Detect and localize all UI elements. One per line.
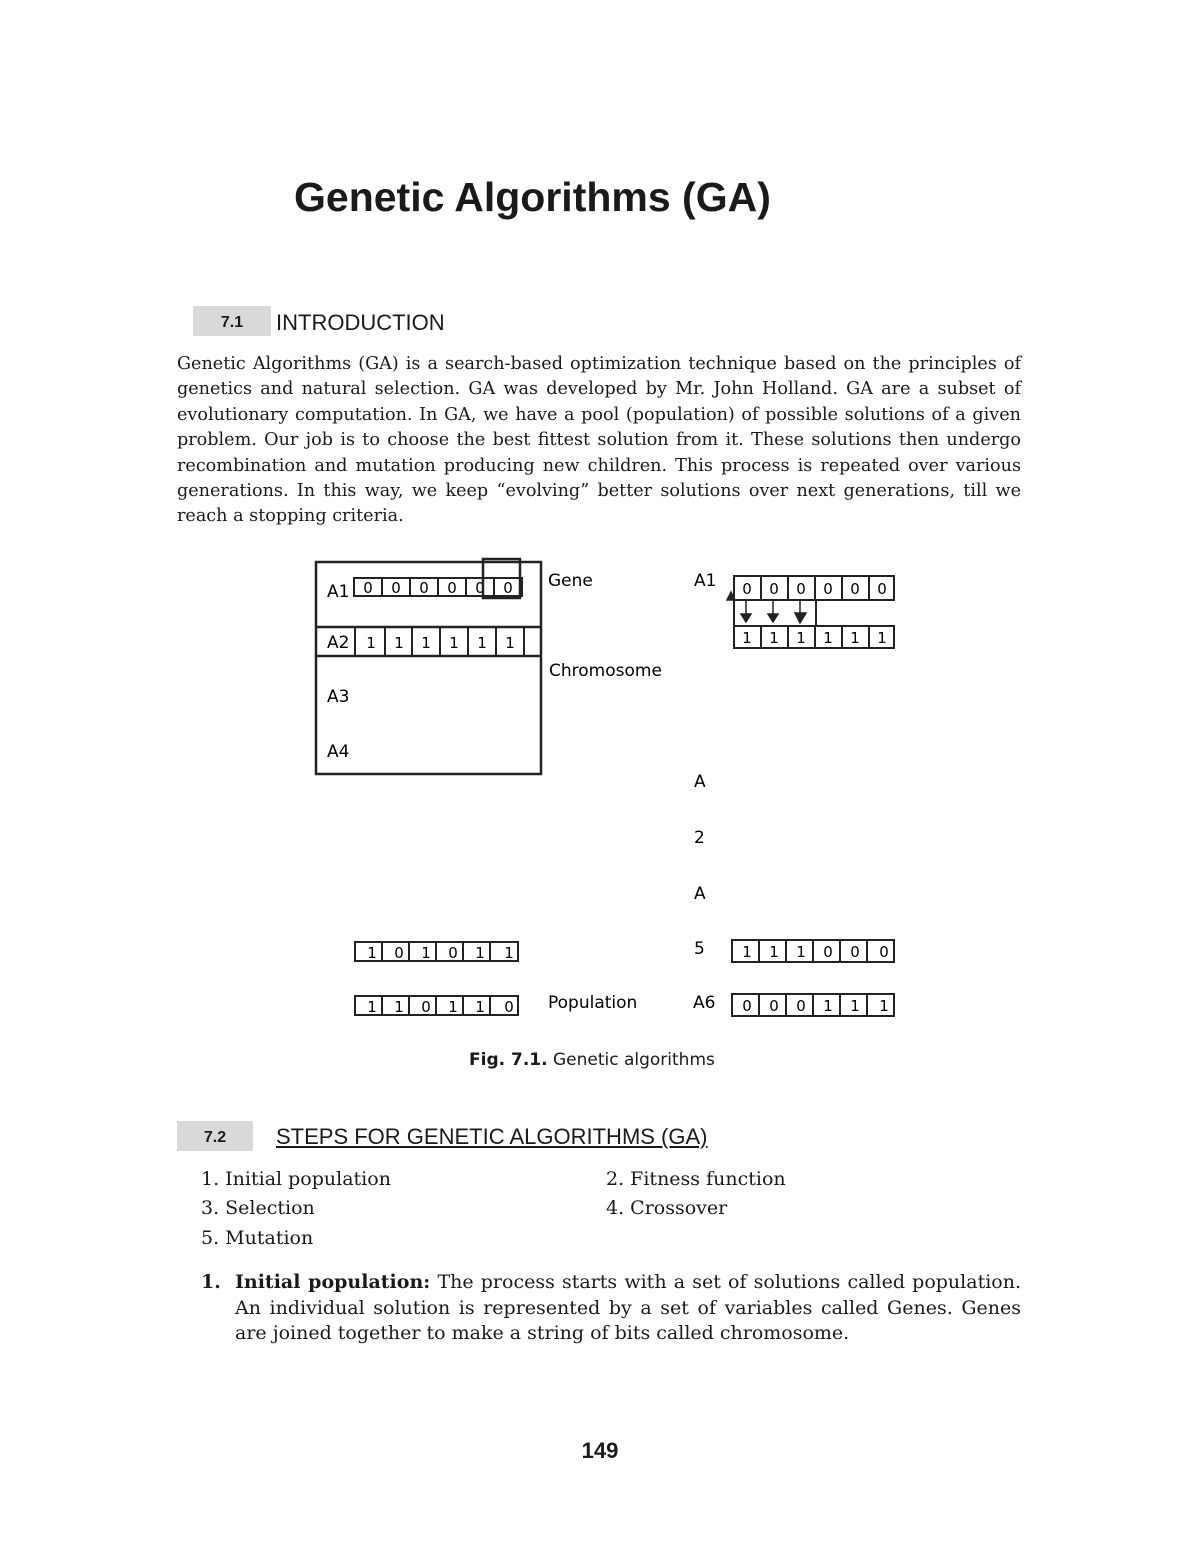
- step-1-term: Initial population:: [235, 1271, 431, 1293]
- section-2-number-badge: 7.2: [177, 1121, 253, 1151]
- bit: 1: [505, 634, 515, 652]
- row-label-a1: A1: [327, 582, 350, 602]
- chromosome-label: Chromosome: [549, 661, 662, 681]
- bit: 1: [850, 997, 860, 1015]
- bit: 0: [769, 580, 779, 598]
- stacked-label: A: [694, 772, 706, 792]
- row-label-a2: A2: [327, 633, 350, 653]
- population-label: Population: [548, 993, 638, 1013]
- gene-label: Gene: [548, 571, 593, 591]
- bit: 0: [448, 944, 458, 962]
- chromosome-a1: [354, 578, 522, 596]
- bit: 1: [742, 943, 752, 961]
- bit: 1: [421, 944, 431, 962]
- bit: 0: [504, 998, 514, 1016]
- intro-paragraph: Genetic Algorithms (GA) is a search-based optimization technique based on the principles of genetics and natural selection. GA was developed by Mr. John Holland. GA are a subset of evolutionary computation. In GA, we have a pool (population) of possible solutions of a given problem. Our job is to choose the best fittest solution from it. These solutions then undergo recombination and mutation producing new children. This process is repeated over various generations. In this way, we keep “evolving” better solutions over next generations, till we reach a stopping criteria.: [177, 354, 1021, 527]
- step-1-text: The process starts with a set of solutions called population. An individual solution is represented by a set of variables called Genes. Genes are joined together to make a string of bits called chromosome.: [235, 1271, 1021, 1344]
- bit: 0: [850, 943, 860, 961]
- right-label-a6: A6: [693, 993, 716, 1013]
- step-item-crossover: 4. Crossover: [606, 1197, 728, 1219]
- bit: 1: [367, 944, 377, 962]
- step-item-selection: 3. Selection: [201, 1197, 315, 1219]
- step-1-number: 1.: [201, 1271, 221, 1293]
- figure-caption-prefix: Fig. 7.1.: [469, 1050, 548, 1070]
- section-2-heading: STEPS FOR GENETIC ALGORITHMS (GA): [276, 1124, 708, 1149]
- bit: 1: [796, 943, 806, 961]
- bit: 0: [877, 580, 887, 598]
- stacked-label: 5: [694, 939, 705, 959]
- bit: 0: [363, 579, 373, 597]
- step-1-body: [235, 1270, 1021, 1347]
- bit: 0: [796, 997, 806, 1015]
- bit: 1: [769, 629, 779, 647]
- bit: 1: [366, 634, 376, 652]
- right-chromosome-a2: [734, 626, 894, 648]
- bit: 0: [742, 580, 752, 598]
- bit: 1: [477, 634, 487, 652]
- bit: 0: [447, 579, 457, 597]
- bit: 1: [823, 629, 833, 647]
- bit: 1: [475, 944, 485, 962]
- figure-caption: [469, 1050, 715, 1070]
- bit: 1: [877, 629, 887, 647]
- bit: 1: [742, 629, 752, 647]
- bit: 1: [850, 629, 860, 647]
- step-item-initial-population: 1. Initial population: [201, 1168, 391, 1190]
- bit: 1: [796, 629, 806, 647]
- bit: 0: [421, 998, 431, 1016]
- step-1-description: [201, 1270, 1021, 1347]
- chromosome-a2: [355, 627, 524, 656]
- bit: 1: [769, 943, 779, 961]
- bit: 1: [394, 634, 404, 652]
- section-1-number-badge: 7.1: [193, 306, 271, 336]
- section-1-heading: INTRODUCTION: [276, 310, 445, 335]
- bit: 1: [394, 998, 404, 1016]
- population-string-1: [355, 942, 518, 961]
- page-title: Genetic Algorithms (GA): [294, 174, 771, 220]
- row-label-a4: A4: [327, 742, 350, 762]
- bit: 0: [769, 997, 779, 1015]
- figure-caption-text: Genetic algorithms: [552, 1050, 715, 1070]
- step-item-mutation: 5. Mutation: [201, 1227, 314, 1249]
- bit: 0: [823, 943, 833, 961]
- bit: 0: [475, 579, 485, 597]
- bit: 1: [449, 634, 459, 652]
- bit: 1: [475, 998, 485, 1016]
- bit: 1: [448, 998, 458, 1016]
- stacked-label: A: [694, 884, 706, 904]
- bit: 1: [421, 634, 431, 652]
- row-label-a3: A3: [327, 687, 350, 707]
- right-chromosome-a6: [732, 994, 894, 1016]
- right-chromosome-a5: [732, 940, 894, 962]
- right-chromosome-a1: [734, 576, 894, 600]
- bit: 0: [850, 580, 860, 598]
- bit: 1: [823, 997, 833, 1015]
- bit: 0: [879, 943, 889, 961]
- stacked-label: 2: [694, 828, 705, 848]
- population-string-1-bits: [367, 944, 514, 962]
- bit: 0: [391, 579, 401, 597]
- bit: 0: [503, 579, 513, 597]
- page-number: 149: [581, 1438, 619, 1463]
- bit: 0: [394, 944, 404, 962]
- step-item-fitness-function: 2. Fitness function: [606, 1168, 786, 1190]
- population-string-2: [355, 996, 518, 1015]
- population-string-2-bits: [367, 998, 514, 1016]
- bit: 0: [823, 580, 833, 598]
- bit: 0: [419, 579, 429, 597]
- bit: 1: [367, 998, 377, 1016]
- bit: 1: [504, 944, 514, 962]
- stacked-labels: [694, 772, 706, 959]
- right-label-a1: A1: [694, 571, 717, 591]
- bit: 0: [742, 997, 752, 1015]
- bit: 1: [879, 997, 889, 1015]
- bit: 0: [796, 580, 806, 598]
